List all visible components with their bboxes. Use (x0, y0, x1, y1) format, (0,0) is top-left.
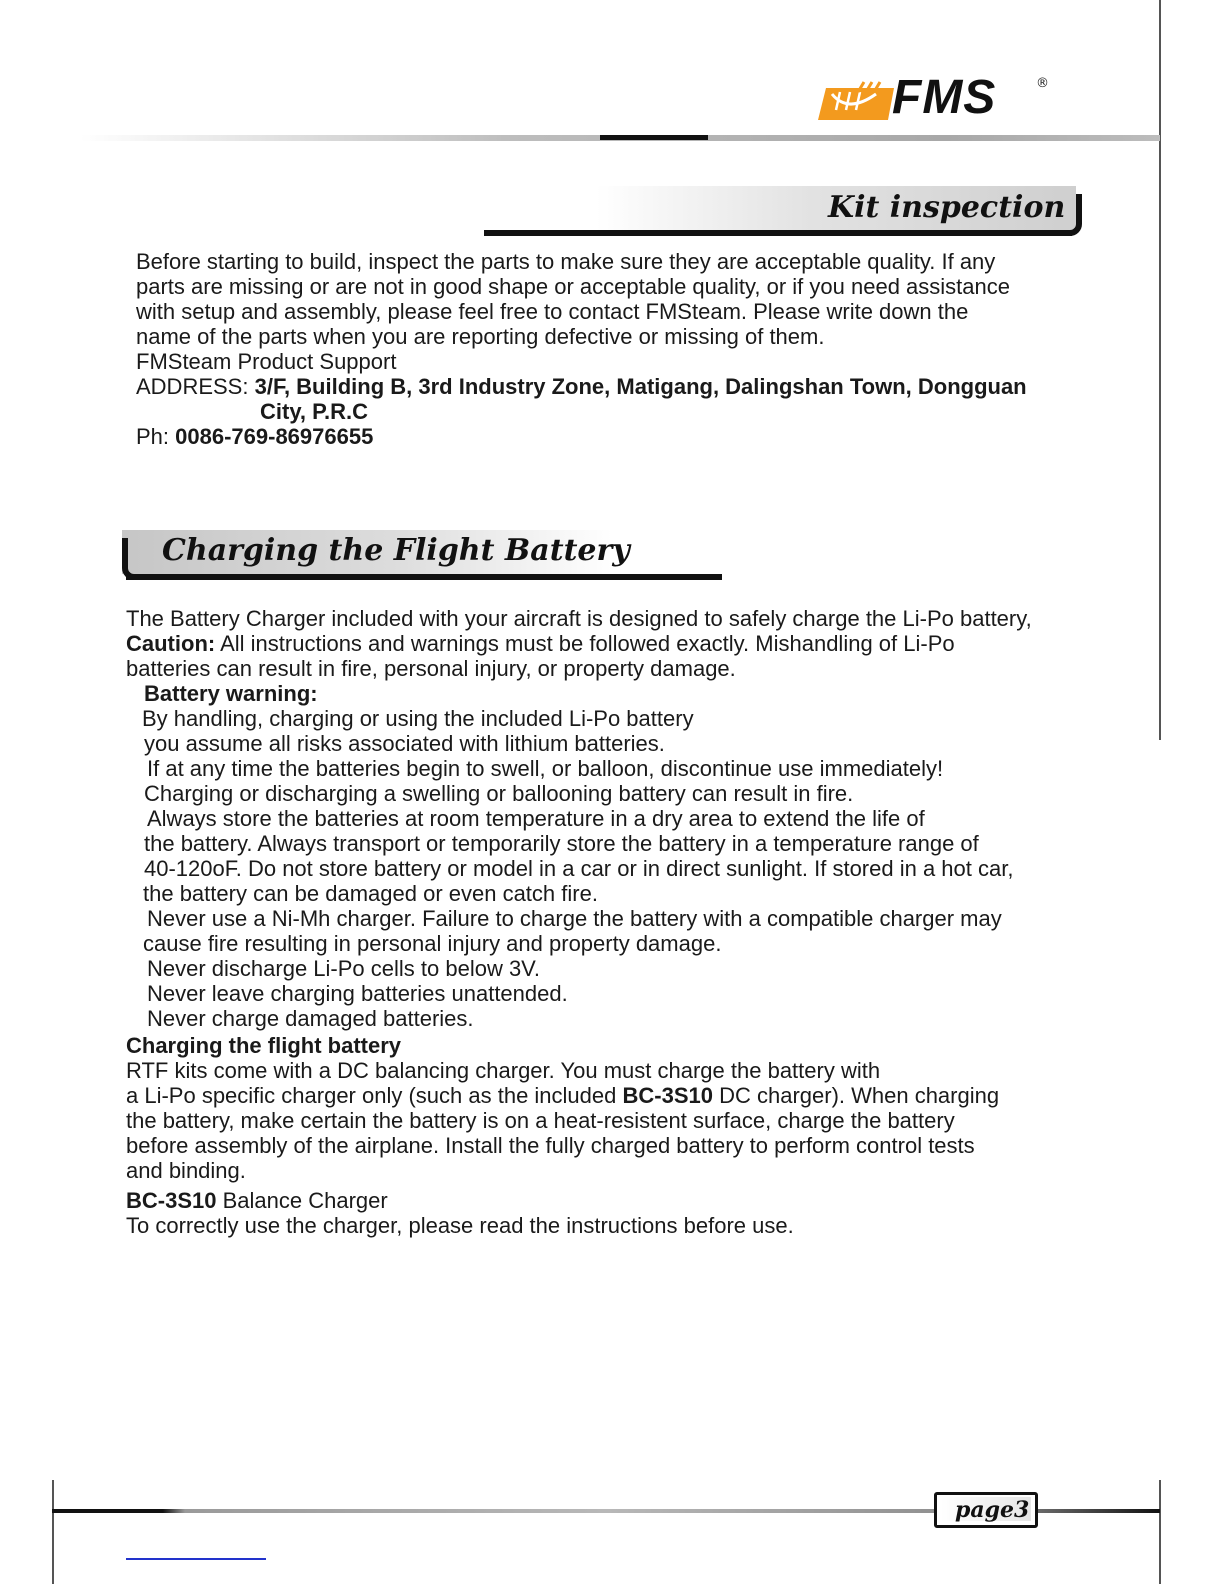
warning-line: Always store the batteries at room temperature in a dry area to extend the life of (147, 806, 925, 831)
kit-paragraph-line: name of the parts when you are reporting defective or missing of them. (136, 324, 825, 349)
registered-mark: ® (1036, 76, 1049, 91)
charging-title: Charging the Flight Battery (162, 533, 630, 568)
phone-line (136, 424, 373, 449)
charger-line (126, 1188, 388, 1213)
charging-intro: The Battery Charger included with your aircraft is designed to safely charge the Li-Po battery, (126, 606, 1032, 631)
battery-warning-heading: Battery warning: (144, 681, 318, 706)
right-border-rule-bottom (1159, 1480, 1161, 1584)
logo-text: FMS (892, 71, 997, 124)
address-value-cont: City, P.R.C (260, 399, 368, 424)
flight-line (126, 1083, 999, 1108)
caution-line (126, 631, 955, 656)
fms-logo (818, 70, 1058, 126)
support-label: FMSteam Product Support (136, 349, 397, 374)
flight-line-pre: a Li-Po specific charger only (such as the included (126, 1083, 623, 1108)
flight-line: RTF kits come with a DC balancing charger. You must charge the battery with (126, 1058, 881, 1083)
flight-line: before assembly of the airplane. Install the fully charged battery to perform control tests (126, 1133, 975, 1158)
phone-value: 0086-769-86976655 (175, 424, 374, 449)
kit-inspection-title: Kit inspection (828, 190, 1066, 225)
address-label: ADDRESS: (136, 374, 255, 399)
warning-line: the battery. Always transport or temporarily store the battery in a temperature range of (144, 831, 979, 856)
charging-header-hook (122, 538, 134, 580)
kit-paragraph-line: parts are missing or are not in good shape or acceptable quality, or if you need assistance (136, 274, 1010, 299)
address-line (136, 374, 1027, 399)
warning-line: Never charge damaged batteries. (147, 1006, 474, 1031)
warning-line: 40-120oF. Do not store battery or model in a car or in direct sunlight. If stored in a hot car, (144, 856, 1014, 881)
warning-line: Never discharge Li-Po cells to below 3V. (147, 956, 540, 981)
warning-line: cause fire resulting in personal injury and property damage. (143, 931, 722, 956)
kit-inspection-header-hook (1070, 194, 1082, 236)
warning-line: Charging or discharging a swelling or ballooning battery can result in fire. (144, 781, 854, 806)
header-rule-accent (600, 135, 708, 140)
phone-label: Ph: (136, 424, 176, 449)
charger-model: BC-3S10 (126, 1188, 217, 1213)
footer-link-line (126, 1558, 266, 1560)
caution-label: Caution: (126, 631, 216, 656)
flight-line: and binding. (126, 1158, 246, 1183)
left-border-rule-bottom (52, 1480, 54, 1584)
charger-model-inline: BC-3S10 (622, 1083, 713, 1108)
warning-line: Never use a Ni-Mh charger. Failure to charge the battery with a compatible charger may (147, 906, 1002, 931)
warning-line: If at any time the batteries begin to swell, or balloon, discontinue use immediately! (147, 756, 944, 781)
warning-line: Never leave charging batteries unattended. (147, 981, 568, 1006)
flight-line: the battery, make certain the battery is on a heat-resistent surface, charge the battery (126, 1108, 955, 1133)
page-number-box (934, 1492, 1038, 1528)
caution-text: All instructions and warnings must be followed exactly. Mishandling of Li-Po (215, 631, 955, 656)
flight-line-post: DC charger). When charging (712, 1083, 1000, 1108)
page-number: page3 (955, 1497, 1030, 1523)
address-value: 3/F, Building B, 3rd Industry Zone, Matigang, Dalingshan Town, Dongguan (254, 374, 1027, 399)
kit-inspection-header-line (484, 230, 1072, 236)
charger-label: Balance Charger (216, 1188, 388, 1213)
caution-cont: batteries can result in fire, personal injury, or property damage. (126, 656, 736, 681)
warning-line: the battery can be damaged or even catch fire. (143, 881, 598, 906)
charging-header-line (126, 574, 722, 580)
warning-line: By handling, charging or using the included Li-Po battery (142, 706, 694, 731)
charging-flight-heading: Charging the flight battery (126, 1033, 401, 1058)
wings-logo-icon (818, 70, 894, 126)
warning-line: you assume all risks associated with lithium batteries. (144, 731, 665, 756)
kit-paragraph-line: with setup and assembly, please feel free to contact FMSteam. Please write down the (136, 299, 969, 324)
right-border-rule (1159, 0, 1161, 740)
kit-paragraph-line: Before starting to build, inspect the parts to make sure they are acceptable quality. If any (136, 249, 996, 274)
final-instruction: To correctly use the charger, please read the instructions before use. (126, 1213, 794, 1238)
